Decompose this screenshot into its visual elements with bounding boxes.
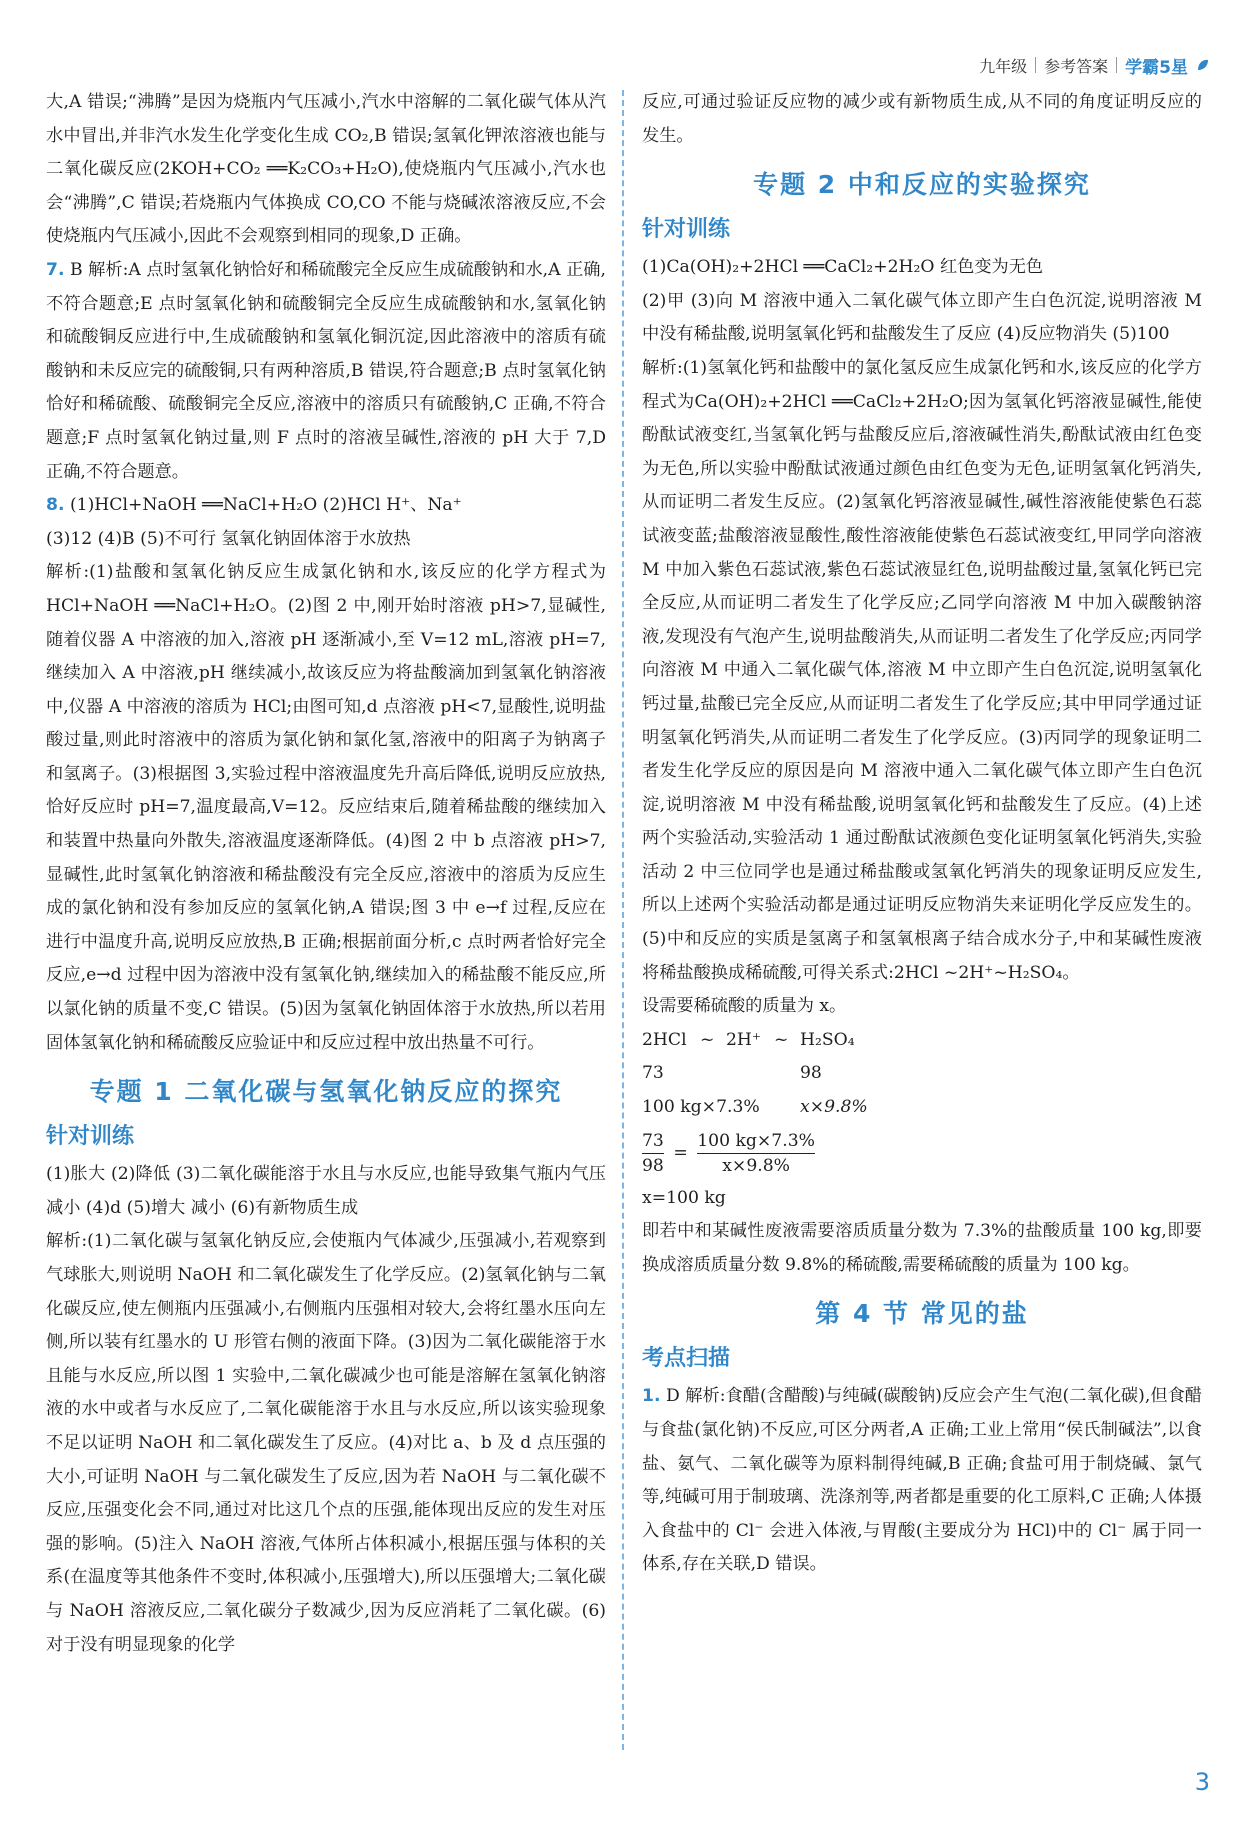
equals-sign: = — [673, 1142, 688, 1163]
fraction-left — [642, 1129, 664, 1178]
header-divider — [1035, 57, 1036, 73]
grade-label: 九年级 — [979, 56, 1028, 76]
calc-cell: 2HCl — [642, 1029, 687, 1050]
training-1-heading: 针对训练 — [46, 1124, 135, 1150]
topic-1-continued: 反应,可通过验证反应物的减少或有新物质生成,从不同的角度证明反应的发生。 — [642, 92, 1202, 146]
answer-8-line2: (3)12 (4)B (5)不可行 氢氧化钠固体溶于水放热 — [46, 528, 411, 549]
section-label: 参考答案 — [1044, 56, 1109, 76]
topic-2-title: 专题 2 中和反应的实验探究 — [753, 170, 1091, 200]
answer-8-text: (1)HCl+NaOH ══NaCl+H₂O (2)HCl H⁺、Na⁺ — [64, 495, 462, 516]
calc-cell: 100 kg×7.3% — [642, 1097, 760, 1118]
header-divider-2 — [1116, 57, 1117, 73]
calc-cell: H₂SO₄ — [800, 1029, 855, 1050]
topic-1-title: 专题 1 二氧化碳与氢氧化钠反应的探究 — [89, 1077, 563, 1107]
fraction-right — [697, 1129, 815, 1178]
training-2-answer-1: (1)Ca(OH)₂+2HCl ══CaCl₂+2H₂O 红色变为无色 — [642, 257, 1044, 278]
training-1-answers: (1)胀大 (2)降低 (3)二氧化碳能溶于水且与水反应,也能导致集气瓶内气压减小 (4)d (5)增大 减小 (6)有新物质生成 — [46, 1164, 606, 1218]
calc-setup: 设需要稀硫酸的质量为 x。 — [642, 996, 847, 1017]
calc-cell: 98 — [800, 1063, 822, 1084]
section-4-title: 第 4 节 常见的盐 — [815, 1299, 1029, 1329]
scan-heading: 考点扫描 — [642, 1346, 731, 1372]
answer-8-line1 — [46, 489, 606, 523]
calc-cell: 73 — [642, 1063, 664, 1084]
left-column — [46, 86, 606, 1662]
training-1-analysis: 解析:(1)二氧化碳与氢氧化钠反应,会使瓶内气体减少,压强减小,若观察到气球胀大,则说明 NaOH 和二氧化碳发生了化学反应。(2)氢氧化钠与二氧化碳反应,使左侧瓶内压强减小,右侧瓶内压强相对较大,会将红墨水压向左侧,所以装有红墨水的 U 形管右侧的液面下降。(3)因为二氧化碳能溶于水且能与水反应,所以图 1 实验中,二氧化碳减少也可能是溶解在氢氧化钠溶液的水中或者与水反应了,二氧化碳能溶于水且与水反应,所以该实验现象不足以证明 NaOH 和二氧化碳发生了反应。(4)对比 a、b 及 d 点压强的大小,可证明 NaOH 与二氧化碳发生了反应,因为若 NaOH 与二氧化碳不反应,压强变化会不同,通过对比这几个点的压强,能体现出反应的发生对压强的影响。(5)注入 NaOH 溶液,气体所占体积减小,根据压强与体积的关系(在温度等其他条件不变时,体积减小,压强增大),所以压强增大;二氧化碳与 NaOH 溶液反应,二氧化碳分子数减少,因为反应消耗了二氧化碳。(6)对于没有明显现象的化学 — [46, 1231, 606, 1655]
calc-mass-row — [642, 1057, 1202, 1091]
section-4-answer-1 — [642, 1380, 1202, 1582]
calc-cell: ~ — [774, 1029, 789, 1050]
calc-cell: 2H⁺ — [726, 1029, 761, 1050]
training-2-analysis: 解析:(1)氢氧化钙和盐酸中的氯化氢反应生成氯化钙和水,该反应的化学方程式为Ca(OH)₂+2HCl ══CaCl₂+2H₂O;因为氢氧化钙溶液显碱性,能使酚酞试液变红,当氢氧化钙与盐酸反应后,溶液碱性消失,酚酞试液由红色变为无色,所以实验中酚酞试液通过颜色由红色变为无色,证明氢氧化钙消失,从而证明二者发生反应。(2)氢氧化钙溶液显碱性,碱性溶液能使紫色石蕊试液变蓝;盐酸溶液显酸性,酸性溶液能使紫色石蕊试液变红,甲同学向溶液 M 中加入紫色石蕊试液,紫色石蕊试液显红色,说明盐酸过量,氢氧化钙已完全反应,从而证明二者发生了化学反应;乙同学向溶液 M 中加入碳酸钠溶液,发现没有气泡产生,说明盐酸消失,从而证明二者发生了化学反应;丙同学向溶液 M 中通入二氧化碳气体,溶液 M 中立即产生白色沉淀,说明氢氧化钙过量,盐酸已完全反应,从而证明二者发生了化学反应;其中甲同学通过证明氢氧化钙消失,从而证明二者发生了化学反应。(3)丙同学的现象证明二者发生化学反应的原因是向 M 溶液中通入二氧化碳气体立即产生白色沉淀,说明溶液 M 中没有稀盐酸,说明氢氧化钙和盐酸发生了反应。(4)上述两个实验活动,实验活动 1 通过酚酞试液颜色变化证明氢氧化钙消失,实验活动 2 中三位同学也是通过稀盐酸或氢氧化钙消失的现象证明反应发生,所以上述两个实验活动都是通过证明反应物消失来证明化学反应发生的。(5)中和反应的实质是氢离子和氢氧根离子结合成水分子,中和某碱性废液将稀盐酸换成稀硫酸,可得关系式:2HCl ~2H⁺~H₂SO₄。 — [642, 357, 1202, 983]
question-number: 8. — [46, 495, 65, 516]
answer-7 — [46, 254, 606, 489]
fraction-numerator: 73 — [642, 1130, 664, 1151]
calc-result: x=100 kg — [642, 1187, 726, 1208]
calc-proportion — [642, 1125, 1202, 1182]
calc-relation-row — [642, 1024, 1202, 1058]
training-2-answers: (2)甲 (3)向 M 溶液中通入二氧化碳气体立即产生白色沉淀,说明溶液 M 中没有稀盐酸,说明氢氧化钙和盐酸发生了反应 (4)反应物消失 (5)100 — [642, 290, 1202, 345]
fraction-numerator: 100 kg×7.3% — [697, 1130, 815, 1151]
answer-6-continued: 大,A 错误;“沸腾”是因为烧瓶内气压减小,汽水中溶解的二氧化碳气体从汽水中冒出,并非汽水发生化学变化生成 CO₂,B 错误;氢氧化钾浓溶液也能与二氧化碳反应(2KOH+CO₂ ══K₂CO₃+H₂O),使烧瓶内气压减小,汽水也会“沸腾”,C 错误;若烧瓶内气体换成 CO,CO 不能与烧碱浓溶液反应,不会使烧瓶内气压减小,因此不会观察到相同的现象,D 正确。 — [46, 92, 606, 247]
answer-8-analysis: 解析:(1)盐酸和氢氧化钠反应生成氯化钠和水,该反应的化学方程式为 HCl+NaOH ══NaCl+H₂O。(2)图 2 中,刚开始时溶液 pH>7,显碱性,随着仪器 A 中溶液的加入,溶液 pH 逐渐减小,至 V=12 mL,溶液 pH=7,继续加入 A 中溶液,pH 继续减小,故该反应为将盐酸滴加到氢氧化钠溶液中,仪器 A 中溶液的溶质为 HCl;由图可知,d 点溶液 pH<7,显酸性,说明盐酸过量,则此时溶液中的溶质为氯化钠和氯化氢,溶液中的阳离子为钠离子和氢离子。(3)根据图 3,实验过程中溶液温度先升高后降低,说明反应放热,恰好反应时 pH=7,温度最高,V=12。反应结束后,随着稀盐酸的继续加入和装置中热量向外散失,溶液温度逐渐降低。(4)图 2 中 b 点溶液 pH>7,显碱性,此时氢氧化钠溶液和稀盐酸没有完全反应,溶液中的溶质为反应生成的氯化钠和没有参加反应的氢氧化钠,A 错误;图 3 中 e→f 过程,反应在进行中温度升高,说明反应放热,B 正确;根据前面分析,c 点时两者恰好完全反应,e→d 过程中因为溶液中没有氢氧化钠,继续加入的稀盐酸不能反应,所以氯化钠的质量不变,C 错误。(5)因为氢氧化钠固体溶于水放热,所以若用固体氢氧化钠和稀硫酸反应验证中和反应过程中放出热量不可行。 — [46, 562, 606, 1053]
calc-cell: ~ — [700, 1029, 715, 1050]
question-number: 7. — [46, 259, 65, 280]
training-2-heading: 针对训练 — [642, 217, 731, 243]
page-number: 3 — [1194, 1768, 1210, 1796]
column-divider — [622, 90, 624, 1750]
fraction-denominator: 98 — [642, 1155, 664, 1176]
question-number: 1. — [642, 1386, 661, 1407]
page-header — [979, 52, 1210, 78]
calc-conclusion: 即若中和某碱性废液需要溶质质量分数为 7.3%的盐酸质量 100 kg,即要换成溶质质量分数 9.8%的稀硫酸,需要稀硫酸的质量为 100 kg。 — [642, 1221, 1202, 1275]
fraction-denominator: x×9.8% — [722, 1155, 790, 1176]
right-column — [642, 86, 1202, 1582]
calc-quantity-row — [642, 1091, 1202, 1125]
leaf-icon — [1196, 58, 1210, 72]
answer-1-text: D 解析:食醋(含醋酸)与纯碱(碳酸钠)反应会产生气泡(二氧化碳),但食醋与食盐(氯化钠)不反应,可区分两者,A 正确;工业上常用“侯氏制碱法”,以食盐、氨气、二氧化碳等为原料制得纯碱,B 正确;食盐可用于制烧碱、氯气等,纯碱可用于制玻璃、洗涤剂等,两者都是重要的化工原料,C 正确;人体摄入食盐中的 Cl⁻ 会进入体液,与胃酸(主要成分为 HCl)中的 Cl⁻ 属于同一体系,存在关联,D 错误。 — [642, 1386, 1202, 1575]
brand-logo-text: 学霸5星 — [1125, 57, 1188, 78]
calc-cell: x×9.8% — [800, 1097, 868, 1118]
answer-7-text: B 解析:A 点时氢氧化钠恰好和稀硫酸完全反应生成硫酸钠和水,A 正确,不符合题意;E 点时氢氧化钠和硫酸铜完全反应生成硫酸钠和水,氢氧化钠和硫酸铜反应进行中,生成硫酸钠和氢氧化铜沉淀,因此溶液中的溶质有硫酸钠和未反应完的硫酸铜,只有两种溶质,B 错误,符合题意;B 点时氢氧化钠恰好和稀硫酸、硫酸铜完全反应,溶液中的溶质只有硫酸钠,C 正确,不符合题意;F 点时氢氧化钠过量,则 F 点时的溶液呈碱性,溶液的 pH 大于 7,D 正确,不符合题意。 — [46, 259, 606, 482]
